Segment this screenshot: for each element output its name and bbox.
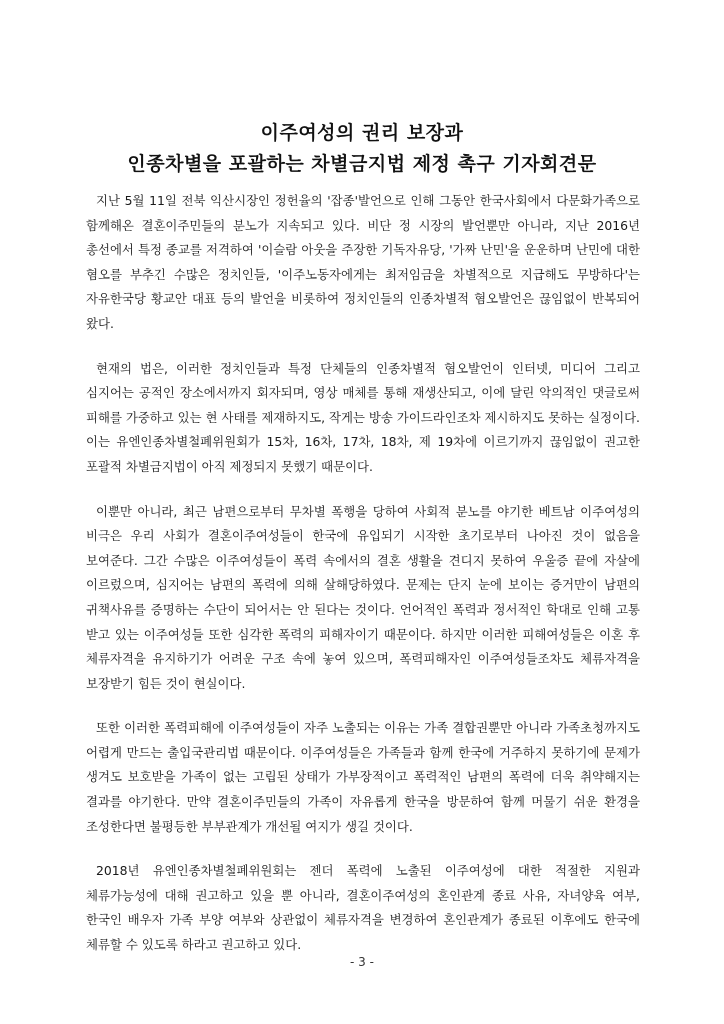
paragraph-5: 2018년 유엔인종차별철폐위원회는 젠더 폭력에 노출된 이주여성에 대한 적절한 지원과 체류가능성에 대해 권고하고 있을 뿐 아니라, 결혼이주여성의 혼인관계 종료 사유, 자녀양육 여부, 한국인 배우자 가족 부양 여부와 상관없이 체류자격을 변경하여 혼인관계가 종료된 이후에도 한국에 체류할 수 있도록 하라고 권고하고 있다. (86, 863, 640, 953)
paragraph-2: 현재의 법은, 이러한 정치인들과 특정 단체들의 인종차별적 혐오발언이 인터넷, 미디어 그리고 심지어는 공적인 장소에서까지 회자되며, 영상 매체를 통해 재생산되고, 이에 달린 악의적인 댓글로써 피해를 가중하고 있는 현 사태를 제재하지도, 작게는 방송 가이드라인조차 제시하지도 못하는 실정이다. 이는 유엔인종차별철폐위원회가 15차, 16차, 17차, 18차, 제 19차에 이르기까지 끊임없이 권고한 포괄적 차별금지법이 아직 제정되지 못했기 때문이다. (86, 360, 640, 474)
document-title-line-2: 인종차별을 포괄하는 차별금지법 제정 촉구 기자회견문 (127, 153, 597, 175)
paragraph-4: 또한 이러한 폭력피해에 이주여성들이 자주 노출되는 이유는 가족 결합권뿐만 아니라 가족초청까지도 어렵게 만드는 출입국관리법 때문이다. 이주여성들은 가족들과 함께 한국에 거주하지 못하기에 문제가 생겨도 보호받을 가족이 없는 고립된 상태가 가부장적이고 폭력적인 남편의 폭력에 더욱 취약해지는 결과를 야기한다. 만약 결혼이주민들의 가족이 자유롭게 한국을 방문하여 함께 머물기 쉬운 환경을 조성한다면 불평등한 부부관계가 개선될 여지가 생길 것이다. (86, 720, 640, 834)
paragraph-1: 지난 5월 11일 전북 익산시장인 정헌율의 '잡종'발언으로 인해 그동안 한국사회에서 다문화가족으로 함께해온 결혼이주민들의 분노가 지속되고 있다. 비단 정 시장의 발언뿐만 아니라, 지난 2016년 총선에서 특정 종교를 저격하여 '이슬람 아웃을 주장한 기독자유당, '가짜 난민'을 운운하며 난민에 대한 혐오를 부추긴 수많은 정치인들, '이주노동자에게는 최저임금을 차별적으로 지급해도 무방하다'는 자유한국당 황교안 대표 등의 발언을 비롯하여 정치인들의 인종차별적 혐오발언은 끊임없이 반복되어 왔다. (86, 193, 640, 331)
page-number: - 3 - (350, 955, 374, 969)
paragraph-3: 이뿐만 아니라, 최근 남편으로부터 무차별 폭행을 당하여 사회적 분노를 야기한 베트남 이주여성의 비극은 우리 사회가 결혼이주여성들이 한국에 유입되기 시작한 초기로부터 나아진 것이 없음을 보여준다. 그간 수많은 이주여성들이 폭력 속에서의 결혼 생활을 견디지 못하여 우울증 끝에 자살에 이르렀으며, 심지어는 남편의 폭력에 의해 살해당하였다. 문제는 단지 눈에 보이는 증거만이 남편의 귀책사유를 증명하는 수단이 되어서는 안 된다는 것이다. 언어적인 폭력과 정서적인 학대로 인해 고통 받고 있는 이주여성들 또한 심각한 폭력의 피해자이기 때문이다. 하지만 이러한 피해여성들은 이혼 후 체류자격을 유지하기가 어려운 구조 속에 놓여 있으며, 폭력피해자인 이주여성들조차도 체류자격을 보장받기 힘든 것이 현실이다. (86, 503, 640, 691)
document-title-line-1: 이주여성의 권리 보장과 (260, 122, 464, 144)
document-body (86, 189, 640, 978)
